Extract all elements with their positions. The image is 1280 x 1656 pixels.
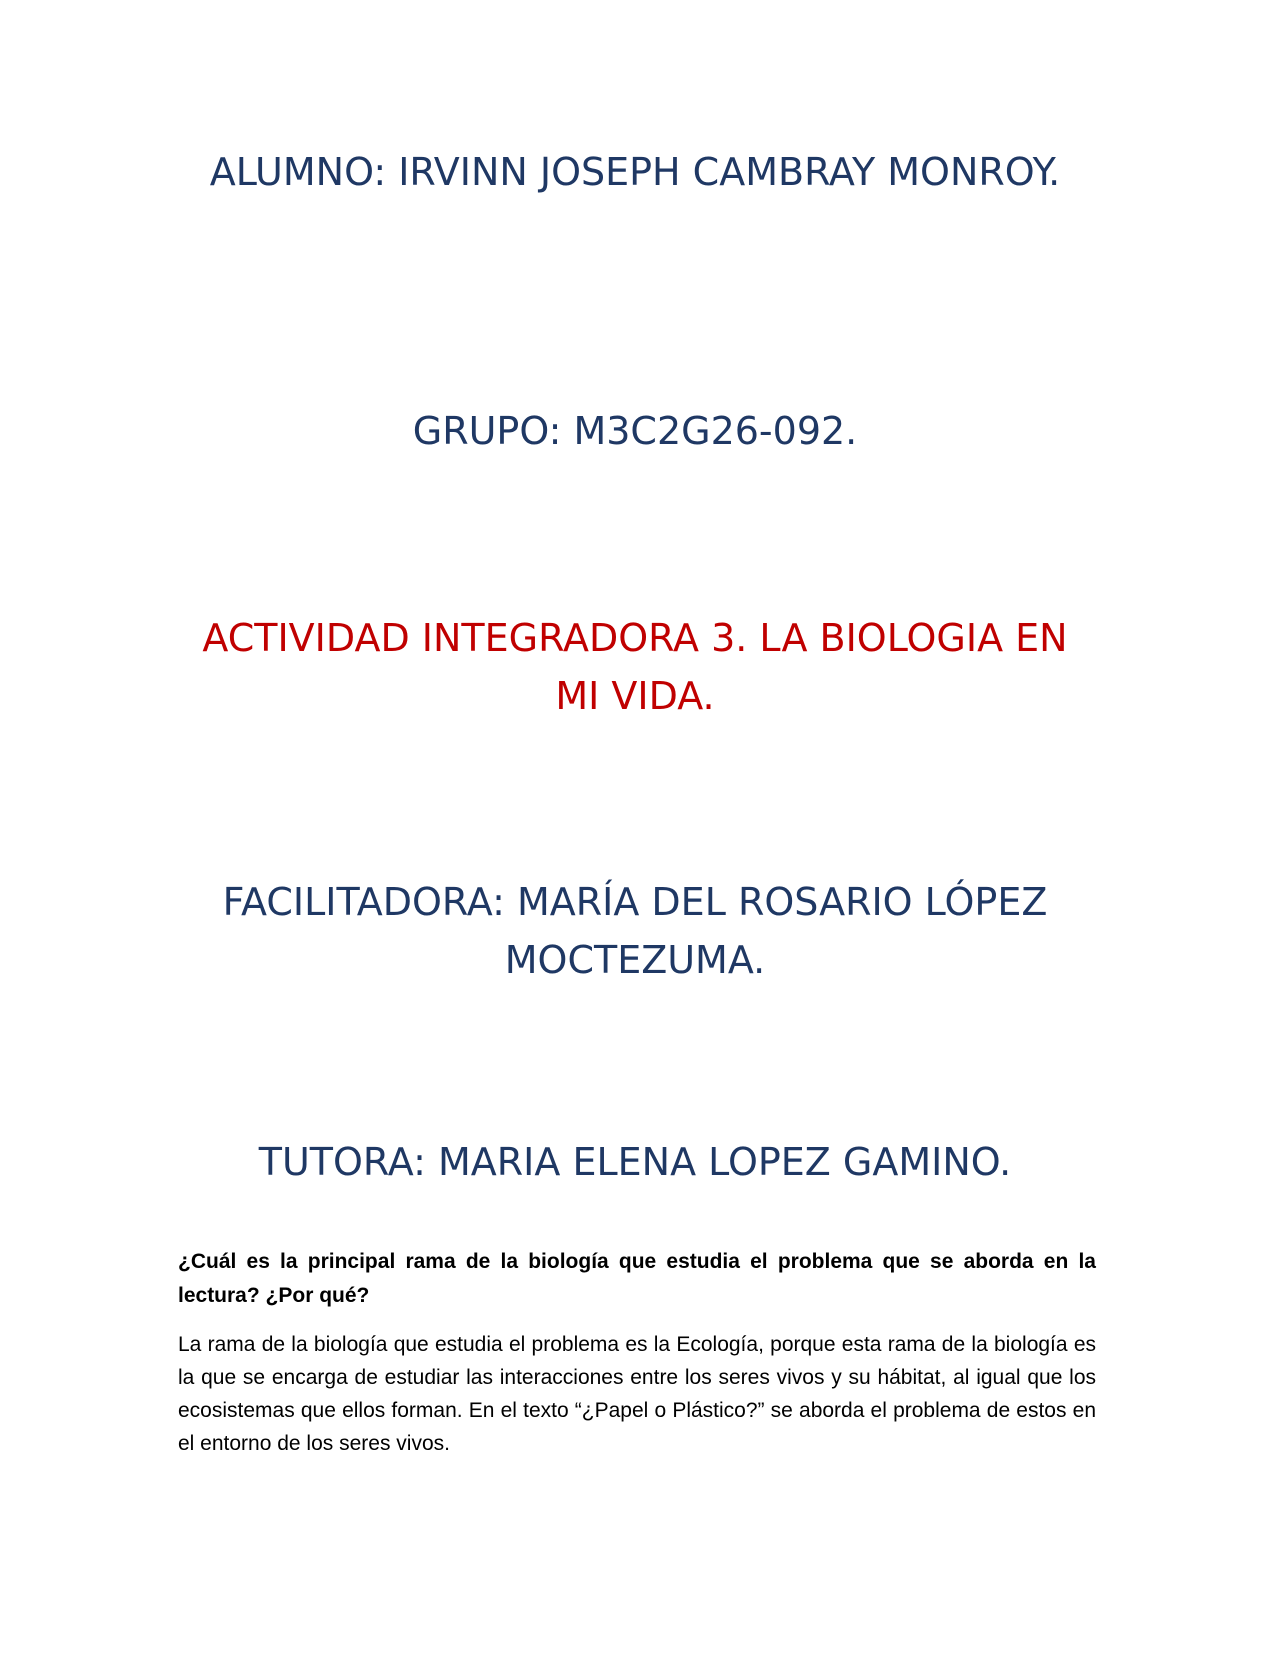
facilitator-heading: FACILITADORA: MARÍA DEL ROSARIO LÓPEZ MOCTEZUMA. bbox=[222, 880, 1048, 982]
tutor-heading: TUTORA: MARIA ELENA LOPEZ GAMINO. bbox=[258, 1140, 1012, 1184]
group-heading: GRUPO: M3C2G26-092. bbox=[412, 409, 858, 453]
answer-paragraph: La rama de la biología que estudia el problema es la Ecología, porque esta rama de la biología es la que se encarga de estudiar las interacciones entre los seres vivos y su hábitat, al igual que los ecosistemas que ellos forman. En el texto “¿Papel o Plástico?” se aborda el problema de estos en el entorno de los seres vivos. bbox=[178, 1333, 1096, 1455]
question-paragraph: ¿Cuál es la principal rama de la biología que estudia el problema que se aborda en la lectura? ¿Por qué? bbox=[178, 1250, 1096, 1307]
activity-title-heading: ACTIVIDAD INTEGRADORA 3. LA BIOLOGIA EN MI VIDA. bbox=[202, 616, 1068, 718]
student-name-heading: ALUMNO: IRVINN JOSEPH CAMBRAY MONROY. bbox=[209, 150, 1061, 194]
